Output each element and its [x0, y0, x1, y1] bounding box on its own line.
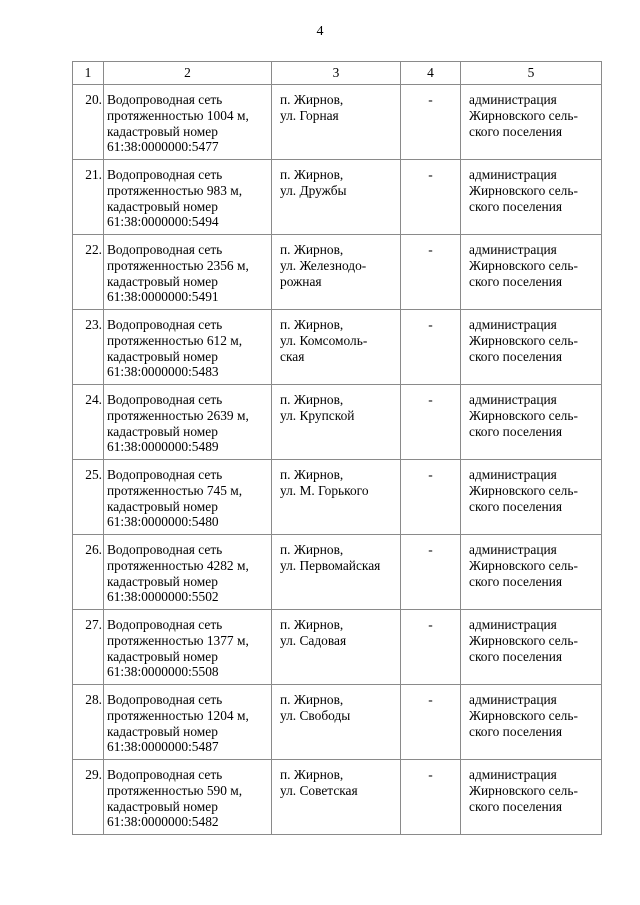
object-description-line: кадастровый номер	[107, 648, 218, 664]
table-header-row	[73, 62, 602, 85]
object-description-line: 61:38:0000000:5491	[107, 289, 219, 305]
object-address-line: п. Жирнов,	[280, 392, 344, 407]
object-description-line: Водопроводная сеть	[107, 692, 223, 707]
owner-organization-line: ского поселения	[469, 198, 563, 214]
owner-organization-line: администрация	[469, 167, 557, 182]
object-description-line: 61:38:0000000:5494	[107, 214, 219, 230]
row-number: 24.	[73, 385, 104, 460]
object-address	[272, 760, 401, 835]
object-description-line: кадастровый номер	[107, 573, 218, 589]
owner-organization-line: администрация	[469, 692, 557, 707]
column-4-value: -	[401, 160, 461, 235]
object-description	[104, 85, 272, 160]
object-address-line: ул. Железнодо-	[280, 257, 367, 273]
table-row	[73, 535, 602, 610]
owner-organization-line: администрация	[469, 392, 557, 407]
column-4-value: -	[401, 685, 461, 760]
owner-organization-line: Жирновского сель-	[469, 632, 578, 648]
object-description-line: Водопроводная сеть	[107, 392, 223, 407]
object-description-line: кадастровый номер	[107, 423, 218, 439]
page-number: 4	[316, 24, 324, 39]
object-description-line: Водопроводная сеть	[107, 92, 223, 107]
owner-organization-line: администрация	[469, 542, 557, 557]
object-description-line: протяженностью 612 м,	[107, 332, 243, 348]
object-address-line: п. Жирнов,	[280, 542, 344, 557]
owner-organization-line: Жирновского сель-	[469, 782, 578, 798]
table-row	[73, 760, 602, 835]
object-description-line: 61:38:0000000:5480	[107, 514, 219, 530]
table-body	[73, 85, 602, 835]
owner-organization-line: ского поселения	[469, 723, 563, 739]
object-address	[272, 235, 401, 310]
object-address-line: ул. Комсомоль-	[280, 332, 368, 348]
object-address-line: ул. Горная	[280, 107, 339, 123]
owner-organization-line: ского поселения	[469, 348, 563, 364]
owner-organization-line: ского поселения	[469, 273, 563, 289]
object-description-line: протяженностью 590 м,	[107, 782, 243, 798]
object-address	[272, 85, 401, 160]
column-4-value: -	[401, 760, 461, 835]
owner-organization	[461, 385, 602, 460]
object-address	[272, 160, 401, 235]
table-row	[73, 460, 602, 535]
column-4-value: -	[401, 610, 461, 685]
object-address-line: ул. Советская	[280, 782, 358, 798]
owner-organization-line: Жирновского сель-	[469, 107, 578, 123]
object-address	[272, 610, 401, 685]
owner-organization	[461, 235, 602, 310]
column-4-value: -	[401, 235, 461, 310]
table-row	[73, 160, 602, 235]
object-description	[104, 235, 272, 310]
object-description-line: Водопроводная сеть	[107, 167, 223, 182]
object-description	[104, 610, 272, 685]
owner-organization	[461, 310, 602, 385]
owner-organization-line: администрация	[469, 242, 557, 257]
row-number: 28.	[73, 685, 104, 760]
owner-organization	[461, 760, 602, 835]
object-description-line: кадастровый номер	[107, 348, 218, 364]
object-description-line: Водопроводная сеть	[107, 467, 223, 482]
object-description-line: протяженностью 1004 м,	[107, 107, 249, 123]
object-description	[104, 310, 272, 385]
object-address-line: п. Жирнов,	[280, 467, 344, 482]
object-description-line: Водопроводная сеть	[107, 617, 223, 632]
column-4-value: -	[401, 535, 461, 610]
owner-organization	[461, 85, 602, 160]
object-description-line: 61:38:0000000:5502	[107, 589, 219, 605]
object-address	[272, 460, 401, 535]
object-description-line: протяженностью 4282 м,	[107, 557, 249, 573]
object-description	[104, 460, 272, 535]
owner-organization-line: администрация	[469, 617, 557, 632]
table-row	[73, 85, 602, 160]
row-number: 25.	[73, 460, 104, 535]
object-address-line: ул. М. Горького	[280, 482, 369, 498]
registry-table	[72, 61, 602, 835]
row-number: 20.	[73, 85, 104, 160]
row-number: 29.	[73, 760, 104, 835]
object-address-line: п. Жирнов,	[280, 617, 344, 632]
object-description-line: кадастровый номер	[107, 498, 218, 514]
owner-organization-line: администрация	[469, 317, 557, 332]
row-number: 26.	[73, 535, 104, 610]
object-description-line: 61:38:0000000:5483	[107, 364, 219, 380]
owner-organization-line: Жирновского сель-	[469, 182, 578, 198]
object-description	[104, 385, 272, 460]
object-description-line: Водопроводная сеть	[107, 767, 223, 782]
owner-organization-line: ского поселения	[469, 798, 563, 814]
object-description-line: Водопроводная сеть	[107, 242, 223, 257]
owner-organization	[461, 160, 602, 235]
object-address-line: п. Жирнов,	[280, 317, 344, 332]
object-address	[272, 685, 401, 760]
object-description-line: Водопроводная сеть	[107, 542, 223, 557]
object-address-line: ская	[280, 348, 305, 364]
owner-organization-line: ского поселения	[469, 123, 563, 139]
row-number: 21.	[73, 160, 104, 235]
object-description-line: 61:38:0000000:5487	[107, 739, 219, 755]
table-row	[73, 610, 602, 685]
column-4-value: -	[401, 310, 461, 385]
column-4-value: -	[401, 385, 461, 460]
object-description-line: Водопроводная сеть	[107, 317, 223, 332]
owner-organization-line: администрация	[469, 767, 557, 782]
owner-organization-line: администрация	[469, 92, 557, 107]
object-description-line: протяженностью 2639 м,	[107, 407, 249, 423]
owner-organization-line: ского поселения	[469, 498, 563, 514]
object-address-line: п. Жирнов,	[280, 692, 344, 707]
owner-organization-line: Жирновского сель-	[469, 332, 578, 348]
owner-organization-line: ского поселения	[469, 423, 563, 439]
object-description-line: кадастровый номер	[107, 798, 218, 814]
object-address	[272, 310, 401, 385]
object-description-line: протяженностью 2356 м,	[107, 257, 249, 273]
owner-organization-line: администрация	[469, 467, 557, 482]
column-4-value: -	[401, 85, 461, 160]
column-4-value: -	[401, 460, 461, 535]
column-header: 1	[73, 62, 104, 85]
table-row	[73, 685, 602, 760]
owner-organization-line: ского поселения	[469, 573, 563, 589]
object-address-line: ул. Первомайская	[280, 557, 381, 573]
object-description-line: 61:38:0000000:5489	[107, 439, 219, 455]
owner-organization-line: Жирновского сель-	[469, 482, 578, 498]
object-description-line: кадастровый номер	[107, 123, 218, 139]
owner-organization-line: Жирновского сель-	[469, 407, 578, 423]
object-description-line: протяженностью 745 м,	[107, 482, 243, 498]
row-number: 27.	[73, 610, 104, 685]
owner-organization	[461, 460, 602, 535]
object-address-line: рожная	[280, 273, 322, 289]
object-address-line: п. Жирнов,	[280, 167, 344, 182]
object-address-line: п. Жирнов,	[280, 242, 344, 257]
object-address-line: п. Жирнов,	[280, 92, 344, 107]
column-header: 4	[401, 62, 461, 85]
object-address-line: п. Жирнов,	[280, 767, 344, 782]
object-address-line: ул. Крупской	[280, 407, 355, 423]
owner-organization	[461, 610, 602, 685]
owner-organization-line: ского поселения	[469, 648, 563, 664]
object-description-line: протяженностью 1377 м,	[107, 632, 249, 648]
object-description	[104, 160, 272, 235]
column-header: 2	[104, 62, 272, 85]
object-description-line: 61:38:0000000:5477	[107, 139, 219, 155]
owner-organization-line: Жирновского сель-	[469, 707, 578, 723]
owner-organization	[461, 685, 602, 760]
row-number: 23.	[73, 310, 104, 385]
object-description	[104, 760, 272, 835]
object-description-line: кадастровый номер	[107, 198, 218, 214]
owner-organization-line: Жирновского сель-	[469, 257, 578, 273]
table-row	[73, 385, 602, 460]
owner-organization-line: Жирновского сель-	[469, 557, 578, 573]
row-number: 22.	[73, 235, 104, 310]
object-address	[272, 535, 401, 610]
object-description	[104, 685, 272, 760]
table-row	[73, 310, 602, 385]
object-description-line: 61:38:0000000:5482	[107, 814, 219, 830]
object-address	[272, 385, 401, 460]
object-description-line: протяженностью 983 м,	[107, 182, 243, 198]
owner-organization	[461, 535, 602, 610]
object-address-line: ул. Свободы	[280, 707, 351, 723]
object-address-line: ул. Садовая	[280, 632, 347, 648]
table-row	[73, 235, 602, 310]
column-header: 3	[272, 62, 401, 85]
object-address-line: ул. Дружбы	[280, 182, 347, 198]
object-description-line: 61:38:0000000:5508	[107, 664, 219, 680]
object-description-line: кадастровый номер	[107, 273, 218, 289]
column-header: 5	[461, 62, 602, 85]
object-description-line: протяженностью 1204 м,	[107, 707, 249, 723]
object-description-line: кадастровый номер	[107, 723, 218, 739]
object-description	[104, 535, 272, 610]
